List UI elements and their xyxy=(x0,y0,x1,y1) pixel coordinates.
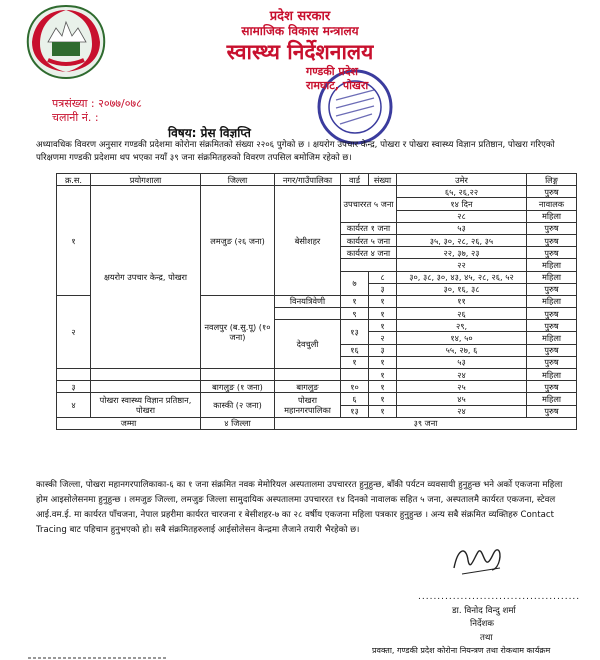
count-cell: १ xyxy=(369,393,397,405)
group-cell: उपचाररत ५ जना xyxy=(341,186,397,223)
municipality-cell: पोखरा महानगरपालिका xyxy=(275,393,341,417)
total-label: जम्मा xyxy=(57,417,201,429)
age-cell: ६५, २६,२२ xyxy=(397,186,527,198)
age-cell: ३०, ३८, ३०, ४३, ४५, २८, २६, ५२ xyxy=(397,271,527,283)
district-cell: लमजुङ (२६ जना) xyxy=(201,186,275,296)
header-location: रामघाट, पोखरा xyxy=(306,79,369,92)
district-cell: नवलपुर (ब.सु.पू) (१० जना) xyxy=(201,295,275,368)
count-cell: १ xyxy=(369,356,397,368)
header-municipality: नगर/गाउँपालिका xyxy=(275,174,341,186)
municipality-cell: बेसीशहर xyxy=(275,186,341,296)
age-cell: १४ दिन xyxy=(397,198,527,210)
footnote-paragraph: कास्की जिल्ला, पोखरा महानगरपालिकाका-६ का १ जना संक्रमित नवक मेमोरियल अस्पतालमा उपचाररत हुनुहुन्छ, बाँकी पर्यटन व्यवसायी हुनुहुन्छ भने अर्को एकजना महिला होम आइसोलेसनमा हुनुहुन्छ । लमजुङ जिल्ला, लमजुङ जिल्ला सामुदायिक अस्पतालमा उपचाररत १४ दिनको नावालक सहित ५ जना, अस्पतालमै कार्यरत एकजना, स्टेवल आई.वम.ई. मा कार्यरत पाँचजना, नेपाल प्रहरीमा कार्यरत चारजना र बेसीशहर-७ का २८ वर्षीय एकजना महिला पत्रकार हुनुहुन्छ । अन्य सबै संक्रमित व्यक्तिहरु Contact Tracing बाट पहिचान हुनुभएको हो। सबै संक्रमितहरुलाई आईसोलेसन केन्द्रमा लैजाने तयारी भैरहेको छ। xyxy=(36,480,563,535)
table-row xyxy=(57,381,577,393)
age-cell: ४५ xyxy=(397,393,527,405)
age-cell: २२, ३७, २३ xyxy=(397,247,527,259)
sex-cell: पुरुष xyxy=(527,234,577,246)
header-directorate: स्वास्थ्य निर्देशनालय xyxy=(226,40,374,64)
ward-cell: ६ xyxy=(341,393,369,405)
municipality-cell: देवचुली xyxy=(275,320,341,369)
count-cell: ८ xyxy=(369,271,397,283)
district-cell: कास्की (२ जना) xyxy=(201,393,275,417)
ward-cell xyxy=(341,369,369,381)
municipality-cell xyxy=(275,369,341,381)
table-total-row xyxy=(57,417,577,429)
header-sn: क्र.स. xyxy=(57,174,91,186)
signatory-and: तथा xyxy=(480,633,493,643)
sex-cell: पुरुष xyxy=(527,405,577,417)
serial-cell: ३ xyxy=(57,381,91,393)
serial-cell: १ xyxy=(57,186,91,296)
district-cell: बागलुङ (१ जना) xyxy=(201,381,275,393)
total-count: ३९ जना xyxy=(275,417,577,429)
header-sex: लिङ्ग xyxy=(527,174,577,186)
age-cell: २४ xyxy=(397,405,527,417)
header-count: संख्या xyxy=(369,174,397,186)
count-cell: १ xyxy=(369,308,397,320)
signatory-title: निर्देशक xyxy=(470,619,495,629)
municipality-cell xyxy=(275,308,341,320)
header-ministry: सामाजिक विकास मन्त्रालय xyxy=(241,24,359,38)
sex-cell: पुरुष xyxy=(527,320,577,332)
municipality-cell: विनयत्रिवेणी xyxy=(275,295,341,307)
count-cell: २ xyxy=(369,332,397,344)
count-cell: १ xyxy=(369,369,397,381)
age-cell: ५५, २७, ६ xyxy=(397,344,527,356)
sex-cell: पुरुष xyxy=(527,186,577,198)
sex-cell: नावालक xyxy=(527,198,577,210)
municipality-cell: बागलुङ xyxy=(275,381,341,393)
header-age: उमेर xyxy=(397,174,527,186)
age-cell: ११ xyxy=(397,295,527,307)
group-cell: कार्यरत ५ जना xyxy=(341,234,397,246)
ward-cell: १३ xyxy=(341,320,369,344)
district-cell xyxy=(201,369,275,381)
count-cell: १ xyxy=(369,405,397,417)
sex-cell: पुरुष xyxy=(527,222,577,234)
serial-cell: ४ xyxy=(57,393,91,417)
age-cell: २६ xyxy=(397,308,527,320)
count-cell: १ xyxy=(369,295,397,307)
age-cell: २२ xyxy=(397,259,527,271)
sex-cell: पुरुष xyxy=(527,344,577,356)
count-cell: १ xyxy=(369,320,397,332)
age-cell: २८ xyxy=(397,210,527,222)
group-cell xyxy=(341,259,397,271)
patra-sankhya xyxy=(52,96,142,111)
chalani-label: चलानी नं. : xyxy=(52,111,99,124)
table-row xyxy=(57,369,577,381)
sex-cell: पुरुष xyxy=(527,247,577,259)
total-district: ४ जिल्ला xyxy=(201,417,275,429)
subject-line: विषय: प्रेस विज्ञप्ति xyxy=(168,126,251,140)
signature-icon xyxy=(448,538,508,578)
lab-cell: क्षयरोग उपचार केन्द्र, पोखरा xyxy=(91,186,201,369)
sex-cell: महिला xyxy=(527,393,577,405)
age-cell: ३०, १६, ३८ xyxy=(397,283,527,295)
sex-cell: महिला xyxy=(527,210,577,222)
sex-cell: महिला xyxy=(527,259,577,271)
age-cell: ५३ xyxy=(397,222,527,234)
sex-cell: महिला xyxy=(527,369,577,381)
lab-cell xyxy=(91,369,201,381)
bottom-edge-text-fragment xyxy=(28,656,168,660)
sex-cell: पुरुष xyxy=(527,356,577,368)
count-cell: १ xyxy=(369,381,397,393)
ward-cell: ९ xyxy=(341,308,369,320)
age-cell: १४, ५० xyxy=(397,332,527,344)
table-row xyxy=(57,393,577,405)
signatory-name: डा. विनोद विन्दु शर्मा xyxy=(452,606,516,616)
cases-table xyxy=(56,173,577,430)
spokesperson-line: प्रवक्ता, गण्डकी प्रदेश कोरोना नियन्त्रण तथा रोकथाम कार्यक्रम xyxy=(372,646,551,655)
age-cell: २९, xyxy=(397,320,527,332)
group-cell: कार्यरत १ जना xyxy=(341,222,397,234)
sex-cell: महिला xyxy=(527,295,577,307)
ward-cell: १६ xyxy=(341,344,369,356)
signature-line: .......................................... xyxy=(418,592,581,602)
header-lab: प्रयोगशाला xyxy=(91,174,201,186)
lab-cell xyxy=(91,381,201,393)
group-cell: कार्यरत ४ जना xyxy=(341,247,397,259)
age-cell: ५३ xyxy=(397,356,527,368)
sex-cell: पुरुष xyxy=(527,308,577,320)
header-ward: वार्ड xyxy=(341,174,369,186)
count-cell: ३ xyxy=(369,283,397,295)
table-row xyxy=(57,186,577,198)
ward-cell: १ xyxy=(341,295,369,307)
sex-cell: पुरुष xyxy=(527,283,577,295)
ward-cell: ७ xyxy=(341,271,369,295)
sex-cell: पुरुष xyxy=(527,381,577,393)
chalani-number xyxy=(52,110,99,125)
serial-cell: २ xyxy=(57,295,91,368)
age-cell: २४ xyxy=(397,369,527,381)
ward-cell: १३ xyxy=(341,405,369,417)
ward-cell: १ xyxy=(341,356,369,368)
patra-label: पत्रसंख्या : xyxy=(52,97,95,110)
age-cell: ३५, ३०, २८, २६, ३५ xyxy=(397,234,527,246)
sex-cell: महिला xyxy=(527,332,577,344)
sex-cell: महिला xyxy=(527,271,577,283)
lab-cell: पोखरा स्वास्थ्य विज्ञान प्रतिष्ठान, पोखरा xyxy=(91,393,201,417)
patra-value: २०७७/०७८ xyxy=(98,97,142,110)
header-district: जिल्ला xyxy=(201,174,275,186)
serial-cell xyxy=(57,369,91,381)
header-gandaki: गण्डकी प्रदेश xyxy=(306,65,359,78)
header-province-government: प्रदेश सरकार xyxy=(269,9,331,24)
intro-paragraph: अध्यावधिक विवरण अनुसार गण्डकी प्रदेशमा कोरोना संक्रमितको संख्या २२०६ पुगेको छ । क्षयरोग उपचार केन्द्र, पोखरा र पोखरा स्वास्थ्य विज्ञान प्रतिष्ठान, पोखरा गरिएको परिक्षणमा गण्डकी प्रदेशमा थप भएका नयाँ ३९ जना संक्रमितहरुको विवरण तपसिल बमोजिम रहेको छ। xyxy=(36,140,555,163)
table-header-row xyxy=(57,174,577,186)
ward-cell: १० xyxy=(341,381,369,393)
age-cell: २५ xyxy=(397,381,527,393)
count-cell: ३ xyxy=(369,344,397,356)
